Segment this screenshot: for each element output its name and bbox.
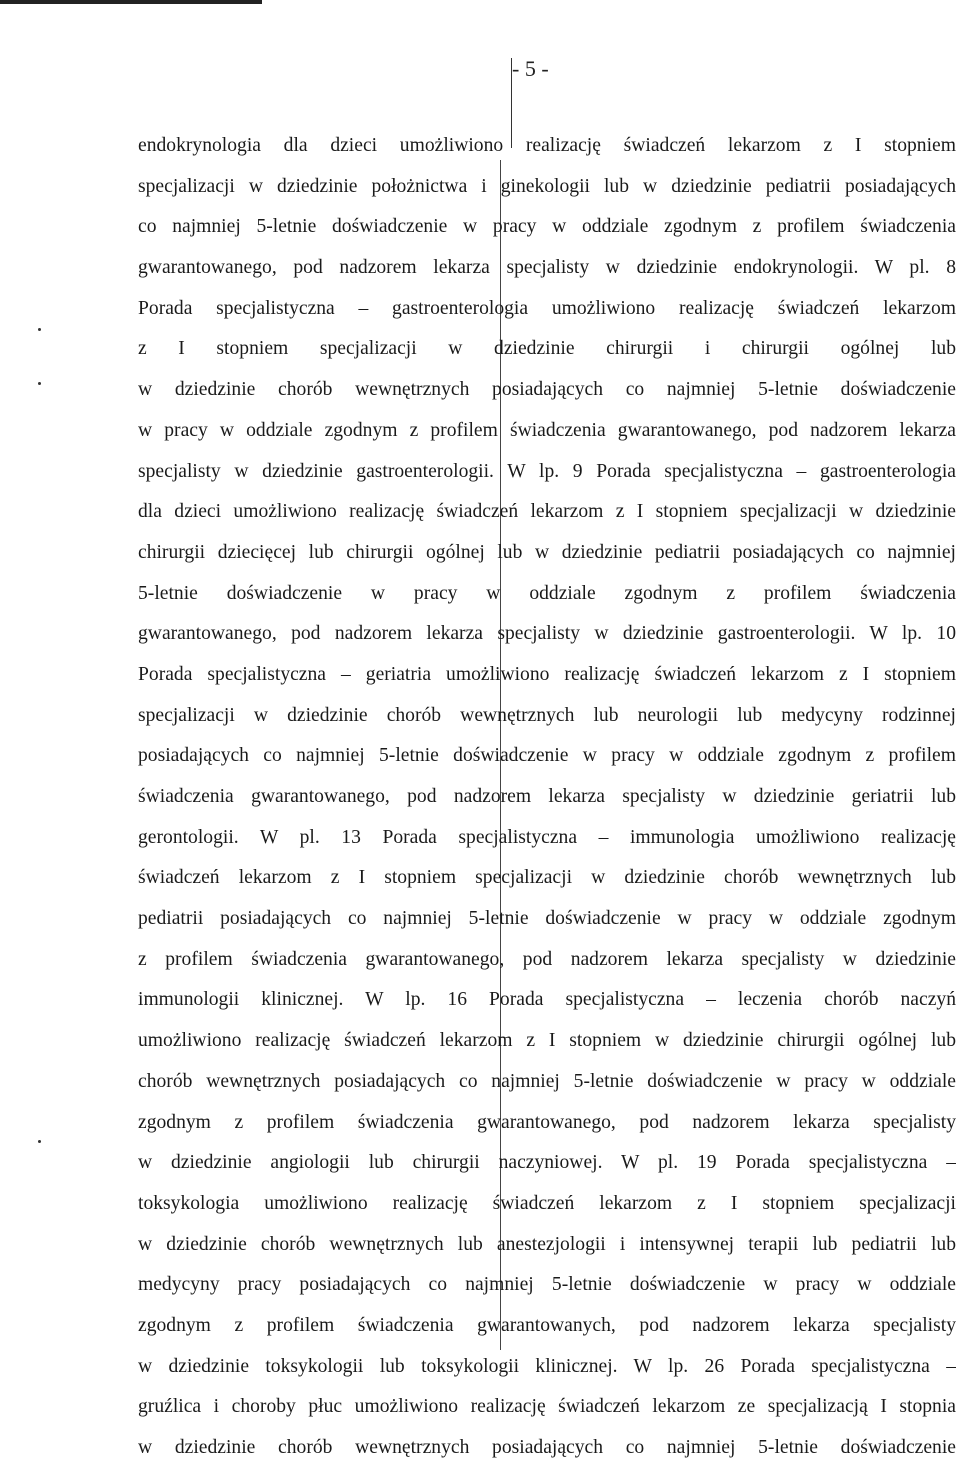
text-line: w dziedzinie chorób wewnętrznych posiadających co najmniej 5-letnie doświadczenie	[138, 1437, 956, 1458]
text-line: w dziedzinie angiologii lub chirurgii naczyniowej. W pl. 19 Porada specjalistyczna –	[138, 1152, 956, 1174]
text-line: w dziedzinie toksykologii lub toksykologii klinicznej. W lp. 26 Porada specjalistyczna –	[138, 1355, 956, 1377]
text-line: z I stopniem specjalizacji w dziedzinie chirurgii i chirurgii ogólnej lub	[138, 338, 956, 360]
text-line: dla dzieci umożliwiono realizację świadczeń lekarzom z I stopniem specjalizacji w dziedzinie	[138, 501, 956, 523]
text-line: gerontologii. W pl. 13 Porada specjalistyczna – immunologia umożliwiono realizację	[138, 826, 956, 848]
scan-speck	[38, 328, 41, 331]
text-line: z profilem świadczenia gwarantowanego, pod nadzorem lekarza specjalisty w dziedzinie	[138, 948, 956, 970]
text-line: chorób wewnętrznych posiadających co najmniej 5-letnie doświadczenie w pracy w oddziale	[138, 1070, 956, 1092]
text-line: posiadających co najmniej 5-letnie doświadczenie w pracy w oddziale zgodnym z profilem	[138, 745, 956, 767]
text-line: w pracy w oddziale zgodnym z profilem świadczenia gwarantowanego, pod nadzorem lekarza	[138, 419, 956, 441]
scan-speck	[38, 1140, 41, 1143]
text-line: świadczeń lekarzom z I stopniem specjalizacji w dziedzinie chorób wewnętrznych lub	[138, 867, 956, 889]
text-line: pediatrii posiadających co najmniej 5-letnie doświadczenie w pracy w oddziale zgodnym	[138, 908, 956, 930]
text-line: specjalizacji w dziedzinie położnictwa i ginekologii lub w dziedzinie pediatrii posiadających	[138, 175, 956, 197]
text-line: umożliwiono realizację świadczeń lekarzom z I stopniem w dziedzinie chirurgii ogólnej lub	[138, 1030, 956, 1052]
text-line: w dziedzinie chorób wewnętrznych lub anestezjologii i intensywnej terapii lub pediatrii lub	[138, 1233, 956, 1255]
text-line: co najmniej 5-letnie doświadczenie w pracy w oddziale zgodnym z profilem świadczenia	[138, 216, 956, 238]
text-line: Porada specjalistyczna – geriatria umożliwiono realizację świadczeń lekarzom z I stopniem	[138, 663, 956, 685]
text-line: Porada specjalistyczna – gastroenterologia umożliwiono realizację świadczeń lekarzom	[138, 297, 956, 319]
text-line: zgodnym z profilem świadczenia gwarantowanego, pod nadzorem lekarza specjalisty	[138, 1111, 956, 1133]
text-line: endokrynologia dla dzieci umożliwiono realizację świadczeń lekarzom z I stopniem	[138, 135, 956, 156]
scan-speck	[38, 382, 41, 385]
text-line: toksykologia umożliwiono realizację świadczeń lekarzom z I stopniem specjalizacji	[138, 1192, 956, 1214]
text-line: medycyny pracy posiadających co najmniej 5-letnie doświadczenie w pracy w oddziale	[138, 1274, 956, 1296]
text-line: gwarantowanego, pod nadzorem lekarza specjalisty w dziedzinie endokrynologii. W pl. 8	[138, 257, 956, 279]
page-number: - 5 -	[512, 56, 549, 81]
text-line: 5-letnie doświadczenie w pracy w oddziale zgodnym z profilem świadczenia	[138, 582, 956, 604]
text-line: immunologii klinicznej. W lp. 16 Porada specjalistyczna – leczenia chorób naczyń	[138, 989, 956, 1011]
text-line: specjalizacji w dziedzinie chorób wewnętrznych lub neurologii lub medycyny rodzinnej	[138, 704, 956, 726]
document-body	[138, 126, 956, 1469]
text-line: w dziedzinie chorób wewnętrznych posiadających co najmniej 5-letnie doświadczenie	[138, 379, 956, 401]
text-line: chirurgii dziecięcej lub chirurgii ogólnej lub w dziedzinie pediatrii posiadających co najmniej	[138, 541, 956, 563]
text-line: świadczenia gwarantowanego, pod nadzorem lekarza specjalisty w dziedzinie geriatrii lub	[138, 786, 956, 807]
top-scan-edge	[0, 0, 262, 4]
text-line: gruźlica i choroby płuc umożliwiono realizację świadczeń lekarzom ze specjalizacją I stopnia	[138, 1396, 956, 1418]
text-line: specjalisty w dziedzinie gastroenterologii. W lp. 9 Porada specjalistyczna – gastroenterologia	[138, 460, 956, 482]
text-line: zgodnym z profilem świadczenia gwarantowanych, pod nadzorem lekarza specjalisty	[138, 1314, 956, 1336]
text-line: gwarantowanego, pod nadzorem lekarza specjalisty w dziedzinie gastroenterologii. W lp. 10	[138, 623, 956, 645]
